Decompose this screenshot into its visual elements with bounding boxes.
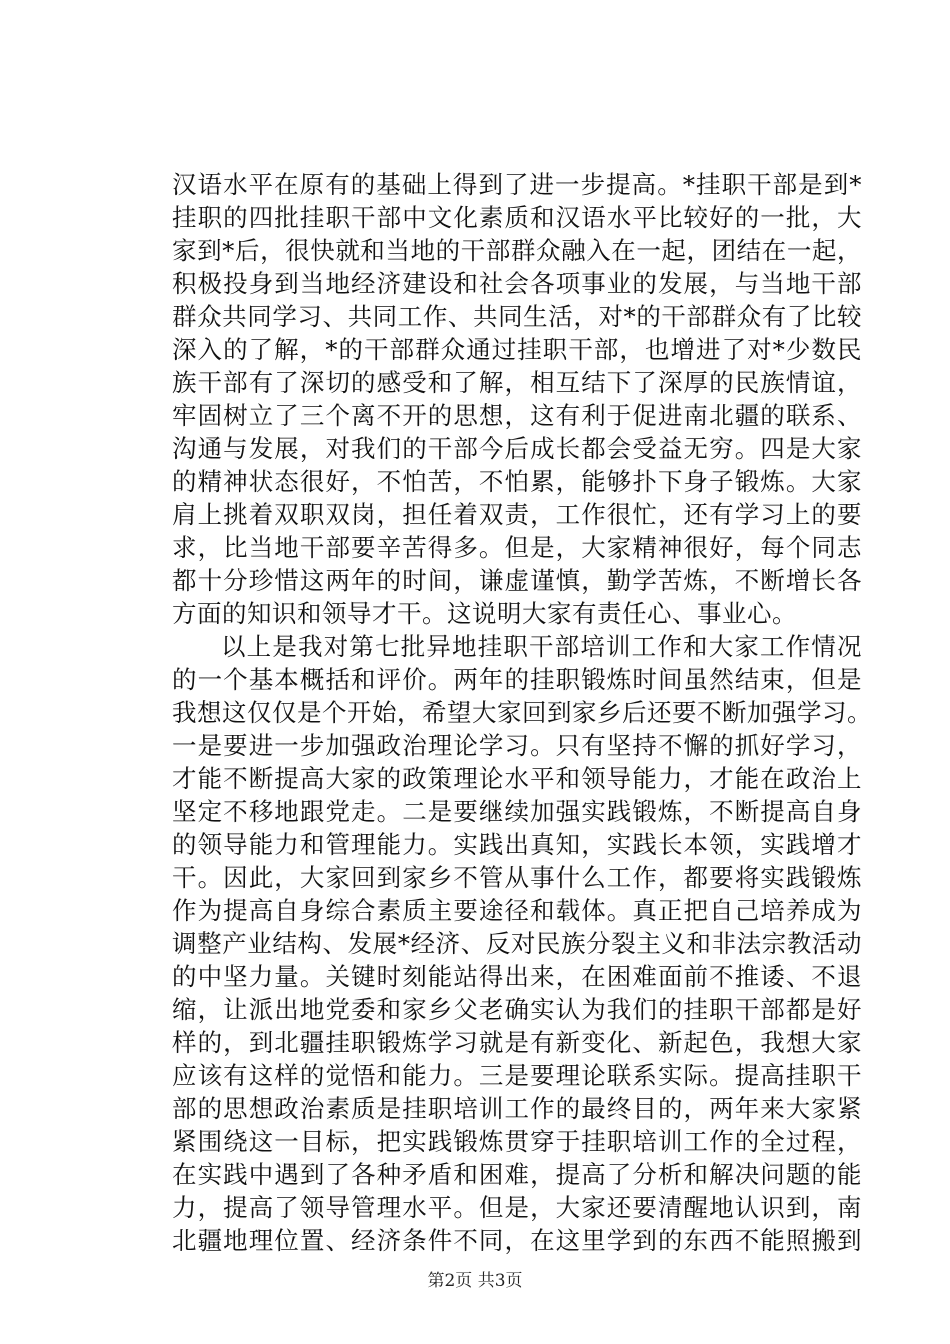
text-line: 都十分珍惜这两年的时间，谦虚谨慎，勤学苦炼，不断增长各 bbox=[172, 566, 862, 595]
text-line: 家到*后，很快就和当地的干部群众融入在一起，团结在一起， bbox=[172, 236, 862, 265]
text-line: 北疆地理位置、经济条件不同，在这里学到的东西不能照搬到 bbox=[172, 1226, 862, 1255]
text-line: 的一个基本概括和评价。两年的挂职锻炼时间虽然结束，但是 bbox=[172, 665, 862, 694]
text-line: 我想这仅仅是个开始，希望大家回到家乡后还要不断加强学习。 bbox=[172, 698, 872, 727]
text-line: 才能不断提高大家的政策理论水平和领导能力，才能在政治上 bbox=[172, 764, 862, 793]
document-body bbox=[172, 168, 872, 1257]
text-line: 以上是我对第七批异地挂职干部培训工作和大家工作情况 bbox=[221, 632, 862, 661]
text-line: 的领导能力和管理能力。实践出真知，实践长本领，实践增才 bbox=[172, 830, 862, 859]
text-line: 沟通与发展，对我们的干部今后成长都会受益无穷。四是大家 bbox=[172, 434, 862, 463]
text-line: 肩上挑着双职双岗，担任着双责，工作很忙，还有学习上的要 bbox=[172, 500, 862, 529]
text-line: 方面的知识和领导才干。这说明大家有责任心、事业心。 bbox=[172, 599, 797, 628]
text-line: 坚定不移地跟党走。二是要继续加强实践锻炼，不断提高自身 bbox=[172, 797, 862, 826]
text-line: 紧围绕这一目标，把实践锻炼贯穿于挂职培训工作的全过程， bbox=[172, 1127, 862, 1156]
text-line: 样的，到北疆挂职锻炼学习就是有新变化、新起色，我想大家 bbox=[172, 1028, 862, 1057]
text-line: 干。因此，大家回到家乡不管从事什么工作，都要将实践锻炼 bbox=[172, 863, 862, 892]
text-line: 应该有这样的觉悟和能力。三是要理论联系实际。提高挂职干 bbox=[172, 1061, 862, 1090]
text-line: 汉语水平在原有的基础上得到了进一步提高。*挂职干部是到* bbox=[172, 170, 862, 199]
text-line: 群众共同学习、共同工作、共同生活，对*的干部群众有了比较 bbox=[172, 302, 862, 331]
text-line: 深入的了解，*的干部群众通过挂职干部，也增进了对*少数民 bbox=[172, 335, 862, 364]
text-line: 在实践中遇到了各种矛盾和困难，提高了分析和解决问题的能 bbox=[172, 1160, 862, 1189]
text-line: 调整产业结构、发展*经济、反对民族分裂主义和非法宗教活动 bbox=[172, 929, 862, 958]
text-line: 积极投身到当地经济建设和社会各项事业的发展，与当地干部 bbox=[172, 269, 862, 298]
text-line: 部的思想政治素质是挂职培训工作的最终目的，两年来大家紧 bbox=[172, 1094, 862, 1123]
text-line: 挂职的四批挂职干部中文化素质和汉语水平比较好的一批，大 bbox=[172, 203, 862, 232]
text-line: 缩，让派出地党委和家乡父老确实认为我们的挂职干部都是好 bbox=[172, 995, 862, 1024]
paragraph-2 bbox=[172, 630, 872, 1257]
text-line: 作为提高自身综合素质主要途径和载体。真正把自己培养成为 bbox=[172, 896, 862, 925]
text-line: 牢固树立了三个离不开的思想，这有利于促进南北疆的联系、 bbox=[172, 401, 862, 430]
text-line: 一是要进一步加强政治理论学习。只有坚持不懈的抓好学习， bbox=[172, 731, 862, 760]
text-line: 求，比当地干部要辛苦得多。但是，大家精神很好，每个同志 bbox=[172, 533, 862, 562]
page-footer: 第2页 共3页 bbox=[427, 1271, 523, 1291]
text-line: 的精神状态很好，不怕苦，不怕累，能够扑下身子锻炼。大家 bbox=[172, 467, 862, 496]
text-line: 族干部有了深切的感受和了解，相互结下了深厚的民族情谊， bbox=[172, 368, 862, 397]
text-line: 力，提高了领导管理水平。但是，大家还要清醒地认识到，南 bbox=[172, 1193, 862, 1222]
text-line: 的中坚力量。关键时刻能站得出来，在困难面前不推诿、不退 bbox=[172, 962, 862, 991]
paragraph-1 bbox=[172, 168, 862, 630]
